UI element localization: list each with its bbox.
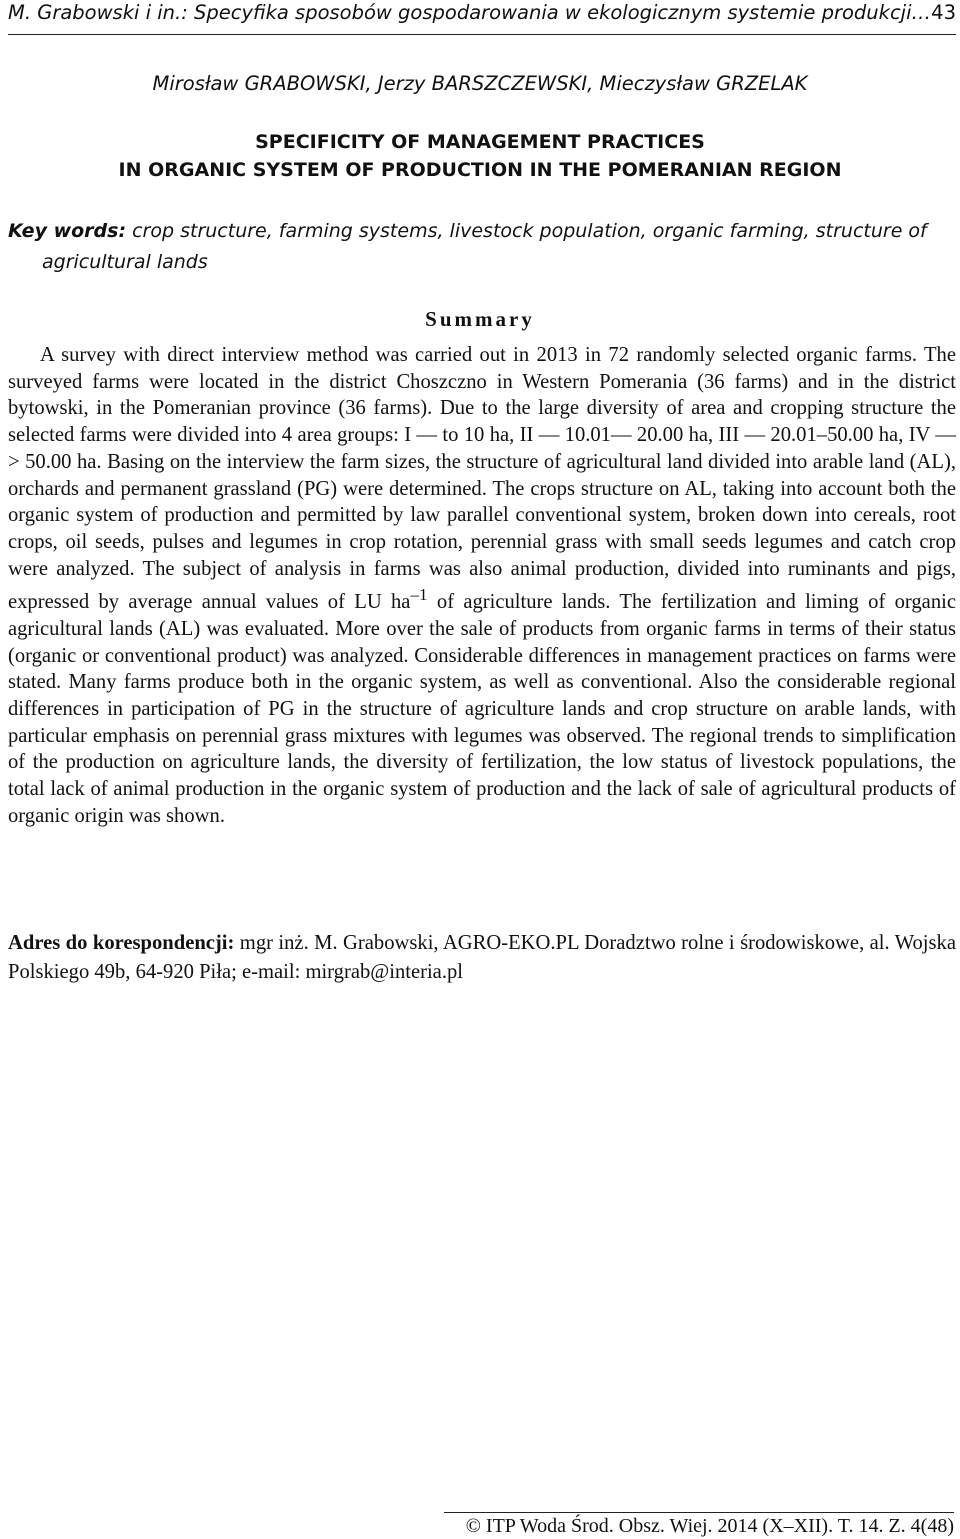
correspondence-text: mgr inż. M. Grabowski, AGRO-EKO.PL Doradztwo rolne i środowiskowe, al. Wojska Polskiego 49b, 64-920 Piła; e-mail: mirgrab@interia.pl: [8, 932, 956, 983]
article-title-line-2: IN ORGANIC SYSTEM OF PRODUCTION IN THE POMERANIAN REGION: [118, 159, 842, 181]
journal-footer: © ITP Woda Środ. Obsz. Wiej. 2014 (X–XII). T. 14. Z. 4(48): [444, 1512, 954, 1539]
running-header: [8, 0, 956, 35]
summary-superscript: –1: [410, 585, 428, 605]
authors: Mirosław GRABOWSKI, Jerzy BARSZCZEWSKI, Mieczysław GRZELAK: [152, 72, 808, 95]
correspondence-address: [8, 929, 956, 986]
running-title: M. Grabowski i in.: Specyfika sposobów gospodarowania w ekologicznym systemie produkcji…: [8, 1, 932, 24]
page-number: 43: [931, 1, 956, 24]
keywords: [8, 216, 956, 278]
summary-text-part-2: of agriculture lands. The fertilization and liming of organic agricultural lands (AL) was evaluated. More over the sale of products from organic farms in terms of their status (organic or conventional product) was analyzed. Considerable differences in management practices on farms were stated. Many farms produce both in the organic system, as well as conventional. Also the considerable regional differences in participation of PG in the structure of agriculture lands and crop structure on arable lands, with particular emphasis on perennial grass mixtures with legumes was observed. The regional trends to simplification of the production on agriculture lands, the diversity of fertilization, the low status of livestock populations, the total lack of animal production in the organic system of production and the lack of sale of agricultural products of organic origin was shown.: [8, 591, 956, 827]
summary-heading: Summary: [425, 307, 535, 331]
keywords-label: Key words:: [8, 220, 127, 242]
keywords-text: crop structure, farming systems, livestock population, organic farming, structure of agricultural lands: [42, 220, 927, 273]
article-title-line-1: SPECIFICITY OF MANAGEMENT PRACTICES: [255, 131, 705, 153]
article-title: [0, 128, 960, 184]
summary-body: [8, 342, 956, 830]
summary-text-part-1: A survey with direct interview method was carried out in 2013 in 72 randomly selected organic farms. The surveyed farms were located in the district Choszczno in Western Pomerania (36 farms) and in the district bytowski, in the Pomeranian province (36 farms). Due to the large diversity of area and cropping structure the selected farms were divided into 4 area groups: I — to 10 ha, II — 10.01— 20.00 ha, III — 20.01–50.00 ha, IV — > 50.00 ha. Basing on the interview the farm sizes, the structure of agricultural land divided into arable land (AL), orchards and permanent grassland (PG) were determined. The crops structure on AL, taking into account both the organic system of production and permitted by law parallel conventional system, broken down into cereals, root crops, oil seeds, pulses and legumes in crop rotation, perennial grass with small seeds legumes and catch crop were analyzed. The subject of analysis in farms was also animal production, divided into ruminants and pigs, expressed by average annual values of LU ha: [8, 344, 956, 614]
correspondence-label: Adres do korespondencji:: [8, 932, 235, 954]
